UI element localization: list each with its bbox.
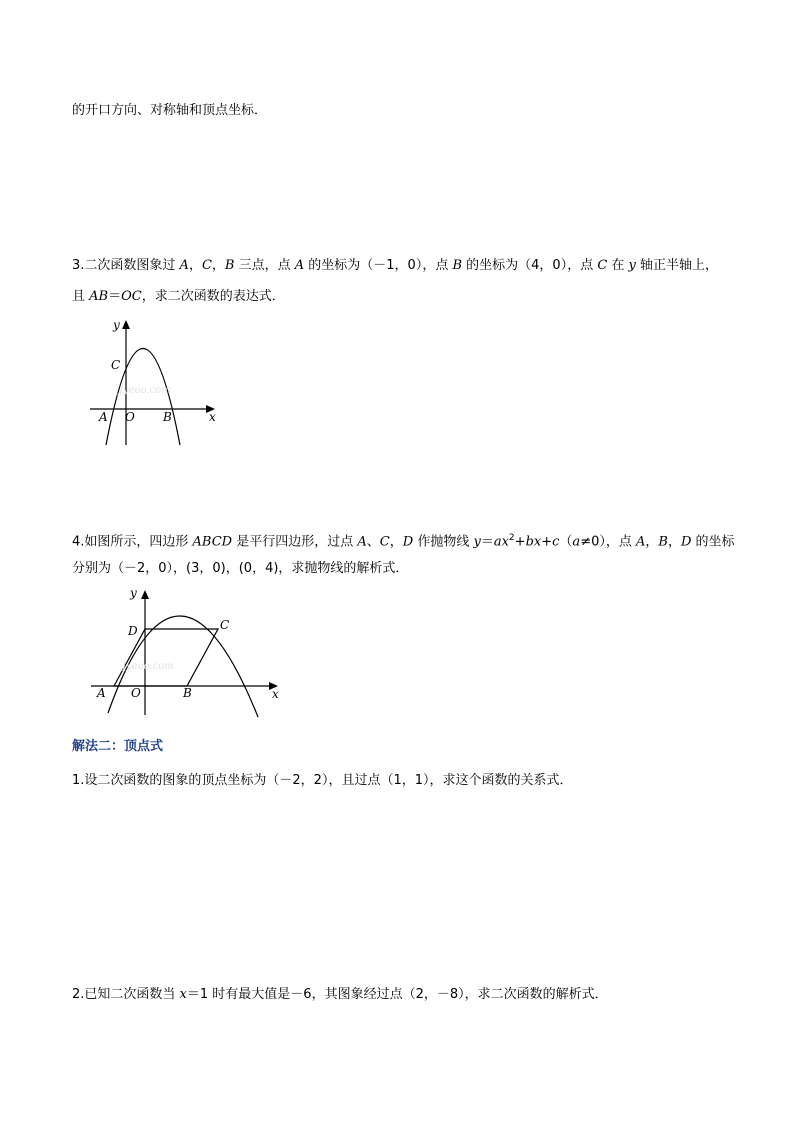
problem-3-line-1: 3.二次函数图象过 A，C，B 三点，点 A 的坐标为（－1，0），点 B 的坐标为（4，0），点 C 在 y 轴正半轴上， bbox=[72, 258, 719, 273]
label-b: B bbox=[163, 410, 172, 424]
watermark: Jyeoo.com bbox=[119, 385, 171, 396]
label-y: y bbox=[130, 586, 137, 600]
label-o: O bbox=[125, 410, 135, 424]
label-c: C bbox=[111, 358, 121, 372]
method-2-problem-2: 2.已知二次函数当 x＝1 时有最大值是－6，其图象经过点（2，－8），求二次函数的解析式． bbox=[72, 987, 608, 1002]
label-b: B bbox=[183, 686, 192, 700]
label-a: A bbox=[97, 686, 106, 700]
problem-4-line-1: 4.如图所示，四边形 ABCD 是平行四边形，过点 A、C，D 作抛物线 $y=ax^2+bx+c(a\ne 0)$，点 A，B，D 的坐标 bbox=[72, 533, 735, 550]
y-axis-arrow bbox=[141, 590, 149, 599]
label-x: x bbox=[272, 687, 279, 701]
problem-3-line-2: 且 AB＝OC，求二次函数的表达式． bbox=[72, 289, 285, 304]
intro-text: 的开口方向、对称轴和顶点坐标． bbox=[72, 103, 268, 118]
label-c: C bbox=[220, 618, 230, 632]
problem-3-figure bbox=[85, 315, 225, 455]
problem-4-line-2: 分别为（－2，0），(3，0)，(0，4)，求抛物线的解析式． bbox=[72, 561, 409, 576]
y-axis-arrow bbox=[122, 320, 130, 329]
label-d: D bbox=[128, 624, 138, 638]
label-o: O bbox=[131, 686, 141, 700]
watermark: Jyeoo.com bbox=[122, 661, 174, 672]
section-heading: 解法二：顶点式 bbox=[72, 739, 164, 754]
method-2-problem-1: 1.设二次函数的图象的顶点坐标为（－2，2），且过点（1，1），求这个函数的关系式． bbox=[72, 773, 573, 788]
problem-4-figure bbox=[88, 585, 288, 720]
label-y: y bbox=[113, 318, 120, 332]
label-a: A bbox=[99, 410, 108, 424]
label-x: x bbox=[209, 410, 216, 424]
